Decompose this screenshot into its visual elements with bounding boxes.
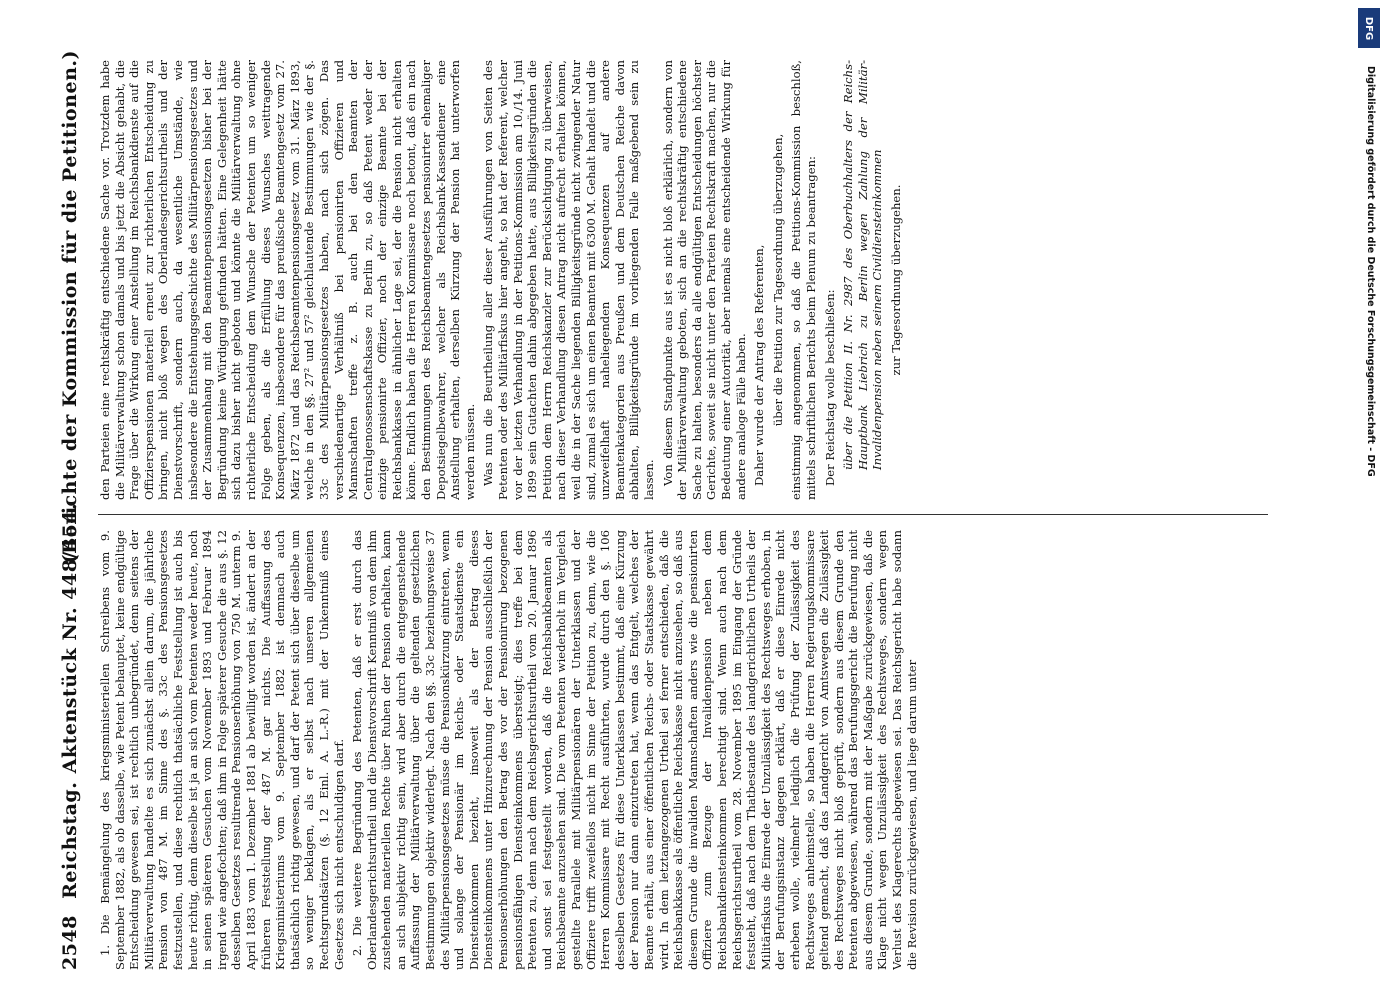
right-paragraph: den Parteien eine rechtskräftig entschiedene Sache vor. Trotzdem habe die Militärverwaltung schon damals und bis jetzt die Absicht gehabt, die Frage über die Wirkung einer Anstellung im Reichsbankdienste auf die Offizierspensionen materiell erneut zur richterlichen Entscheidung zu bringen, nicht bloß wegen des Oberlandesgerichtsurtheils und der Dienstvorschrift, sondern auch, da wesentliche Umstände, wie insbesondere die Entstehungsgeschichte des Militärpensionsgesetzes und der Zusammenhang mit den Beamtenpensionsgesetzen bisher bei der Begründung keine Würdigung gefunden hätten. Eine Gelegenheit hätte sich dazu bisher nicht geboten und könnte die Militärverwaltung ohne richterliche Entscheidung dem Wunsche der Petenten um so weniger Folge geben, als die Erfüllung dieses Wunsches weittragende Konsequenzen, insbesondere für das preußische Beamtengesetz vom 27. März 1872 und das Reichsbeamtenpensionsgesetz vom 31. März 1893, welche in den §§. 27² und 57² gleichlautende Bestimmungen wie der §. 33c des Militärpensionsgesetzes haben, nach sich zögen. Das verschiedenartige Verhältniß bei pensionirten Offizieren und Mannschaften treffe z. B. auch bei den Beamten der Centralgenossenschaftskasse zu Berlin zu, so daß Petent weder der einzige pensionirte Offizier, noch der einzige Beamte bei der Reichsbankkasse in ähnlicher Lage sei, der die Pension nicht erhalten könne. Endlich haben die Herren Kommissare noch betont, daß ein nach den Bestimmungen des Reichsbeamtengesetzes pensionirter ehemaliger Depotsiegelbewahrer, welcher als Reichsbank-Kassendiener eine Anstellung erhalten, derselben Kürzung der Pension hat unterworfen werden müssen. — [98, 60, 477, 500]
left-paragraph: 1. Die Bemängelung des kriegsministeriellen Schreibens vom 9. September 1882, als ob dasselbe, wie Petent behauptet, keine endgültige Entscheidung gewesen sei, ist rechtlich unbegründet, denn seitens der Militärverwaltung handelte es sich zunächst allein darum, die jährliche Pension von 487 M. im Sinne des §. 33c des Pensionsgesetzes festzustellen, und diese rechtlich thatsächliche Feststellung ist auch bis heute richtig, denn dieselbe ist ja an sich vom Petenten weder heute, noch in seinen späteren Gesuchen vom November 1893 und Februar 1894 irgend wie angefochten; daß ihm in Folge späterer Gesuche die aus §. 12 desselben Gesetzes resultirende Pensionserhöhung von 750 M. unterm 9. April 1883 vom 1. Dezember 1881 ab bewilligt worden ist, ändert an der früheren Feststellung der 487 M. gar nichts. Die Auffassung des Kriegsministeriums vom 9. September 1882 ist demnach auch thatsächlich richtig gewesen, und darf der Petent sich über dieselbe um so weniger beklagen, als er selbst nach unseren allgemeinen Rechtsgrundsätzen (§. 12 Einl. A. L.-R.) mit der Unkenntniß eines Gesetzes sich nicht entschuldigen darf. — [98, 530, 346, 970]
resolution-text: über die Petition II. Nr. 2987 des Oberbuchhalters der Reichs-Hauptbank Liebrich zu Berlin wegen Zahlung der Militär-Invalidenpension neben seinem Civildiensteinkommen — [841, 60, 885, 470]
column-divider — [98, 514, 1268, 515]
digitization-credit: Digitalisierung gefördert durch die Deutsche Forschungsgemeinschaft - DFG — [1365, 66, 1376, 477]
digitization-sidebar — [1358, 8, 1380, 993]
right-paragraph: einstimmig angenommen, so daß die Petitions-Kommission beschloß, mittels schriftlichen Berichts beim Plenum zu beantragen: — [789, 60, 818, 500]
referent-motion: über die Petition zur Tagesordnung überzugehen, — [770, 133, 785, 427]
right-paragraph: Was nun die Beurtheilung aller dieser Ausführungen von Seiten des Petenten oder des Militärfiskus hier angeht, so hat der Referent, welcher vor der letzten Verhandlung in der Petitions-Kommission am 10./14. Juni 1899 sein Gutachten dahin abgegeben hatte, aus Billigkeitsgründen die Petition dem Herrn Reichskanzler zur Berücksichtigung zu überweisen, nach dieser Verhandlung diesen Antrag nicht aufrecht erhalten können, weil die in der Sache liegenden Billigkeitsgründe nicht zwingender Natur sind, zumal es sich um einen Beamten mit 6300 M. Gehalt handelt und die unzweifelhaft naheliegenden Konsequenzen auf andere Beamtenkategorien aus Preußen und dem Deutschen Reiche davon abhalten, Billigkeitsgründe im vorliegenden Falle maßgebend sein zu lassen. — [481, 60, 656, 500]
right-column — [98, 60, 1268, 500]
resolution-intro: Der Reichstag wolle beschließen: — [822, 289, 837, 486]
header-left: Reichstag. — [59, 781, 81, 899]
rotated-page — [50, 50, 1280, 970]
page-number: 2548 — [59, 915, 81, 970]
right-paragraph: Von diesem Standpunkte aus ist es nicht bloß erklärlich, sondern von der Militärverwaltung geboten, sich an die rechtskräftig entschiedene Sache zu halten, besonders da alle endgültigen Entscheidungen höchster Gerichte, soweit sie nicht unter den Parteien Rechtskraft machen, nur die Bedeutung einer Autorität, aber niemals eine entscheidende Wirkung für andere analoge Fälle haben. — [660, 60, 748, 500]
left-paragraph: 2. Die weitere Begründung des Petenten, daß er erst durch das Oberlandesgerichtsurtheil und die Dienstvorschrift Kenntniß von dem ihm zustehenden materiellen Rechte über Ruhen der Pension erhalten, kann an sich subjektiv richtig sein, wird aber durch die entgegenstehende Auffassung der Militärverwaltung über die geltenden gesetzlichen Bestimmungen objektiv widerlegt. Nach den §§. 33c beziehungsweise 37 des Militärpensionsgesetzes müsse die Pensionskürzung eintreten, wenn und solange der Pensionär im Reichs- oder Staatsdienste ein Diensteinkommen bezieht, insoweit als der Betrag dieses Diensteinkommens unter Hinzurechnung der Pension ausschließlich der Pensionserhöhungen den Betrag des vor der Pensionirung bezogenen pensionsfähigen Diensteinkommens übersteigt; dies treffe bei dem Petenten zu, denn nach dem Reichsgerichtsurtheil vom 20. Januar 1896 und sonst sei festgestellt worden, daß die Reichsbankbeamten als Reichsbeamte anzusehen sind. Die vom Petenten wiederholt im Vergleich gestellte Parallele mit Militärpensionären der Unterklassen und der Offiziere trifft zweifellos nicht im Sinne der Petition zu, denn, wie die Herren Kommissare mit Recht ausführten, wurde durch den §. 106 desselben Gesetzes für diese Unterklassen bestimmt, daß eine Kürzung der Pension nur dann einzutreten hat, wenn das Entgelt, welches der Beamte erhält, aus einer öffentlichen Reichs- oder Staatskasse gewährt wird. In dem letztangezogenen Urtheil sei ferner entschieden, daß die Reichsbankkasse als öffentliche Reichskasse nicht anzusehen, so daß aus diesem Grunde die invaliden Mannschaften anders wie die pensionirten Offiziere zum Bezuge der Invalidenpension neben dem Reichsbankdiensteinkommen berechtigt sind. Wenn auch nach dem Reichsgerichtsurtheil vom 28. November 1895 im Eingang der Gründe feststeht, daß nach dem Thatbestande des landgerichtlichen Urtheils der Militärfiskus die Einrede der Unzulässigkeit des Rechtsweges erhoben, in der Berufungsinstanz dagegen erklärt, daß er diese Einrede nicht erheben wolle, vielmehr lediglich die Prüfung der Zulässigkeit des Rechtsweges anheimstelle, so haben die Herren Regierungskommissare geltend gemacht, daß das Landgericht von Amtswegen die Zulässigkeit des Rechtsweges nicht bloß geprüft, sondern aus diesem Grunde den Petenten abgewiesen, während das Berufungsgericht die Berufung nicht aus diesem Grunde, sondern mit der Maßgabe zurückgewiesen, daß die Klage nicht wegen Unzulässigkeit des Rechtsweges, sondern wegen Verlust des Klagerechts abgewiesen sei. Das Reichsgericht habe sodann die Revision zurückgewiesen, und liege darum unter — [350, 530, 919, 970]
left-column — [98, 530, 1268, 970]
dfg-logo: DFG — [1358, 8, 1380, 48]
text-columns — [98, 50, 1278, 970]
right-paragraph: Daher wurde der Antrag des Referenten, — [752, 244, 767, 486]
header-section-title: (Berichte der Kommission für die Petitionen.) — [59, 50, 81, 564]
page-header — [50, 50, 90, 970]
resolution-conclusion: zur Tagesordnung überzugehen. — [888, 184, 903, 376]
header-document-number: Aktenstück Nr. 448/454. — [59, 502, 81, 774]
